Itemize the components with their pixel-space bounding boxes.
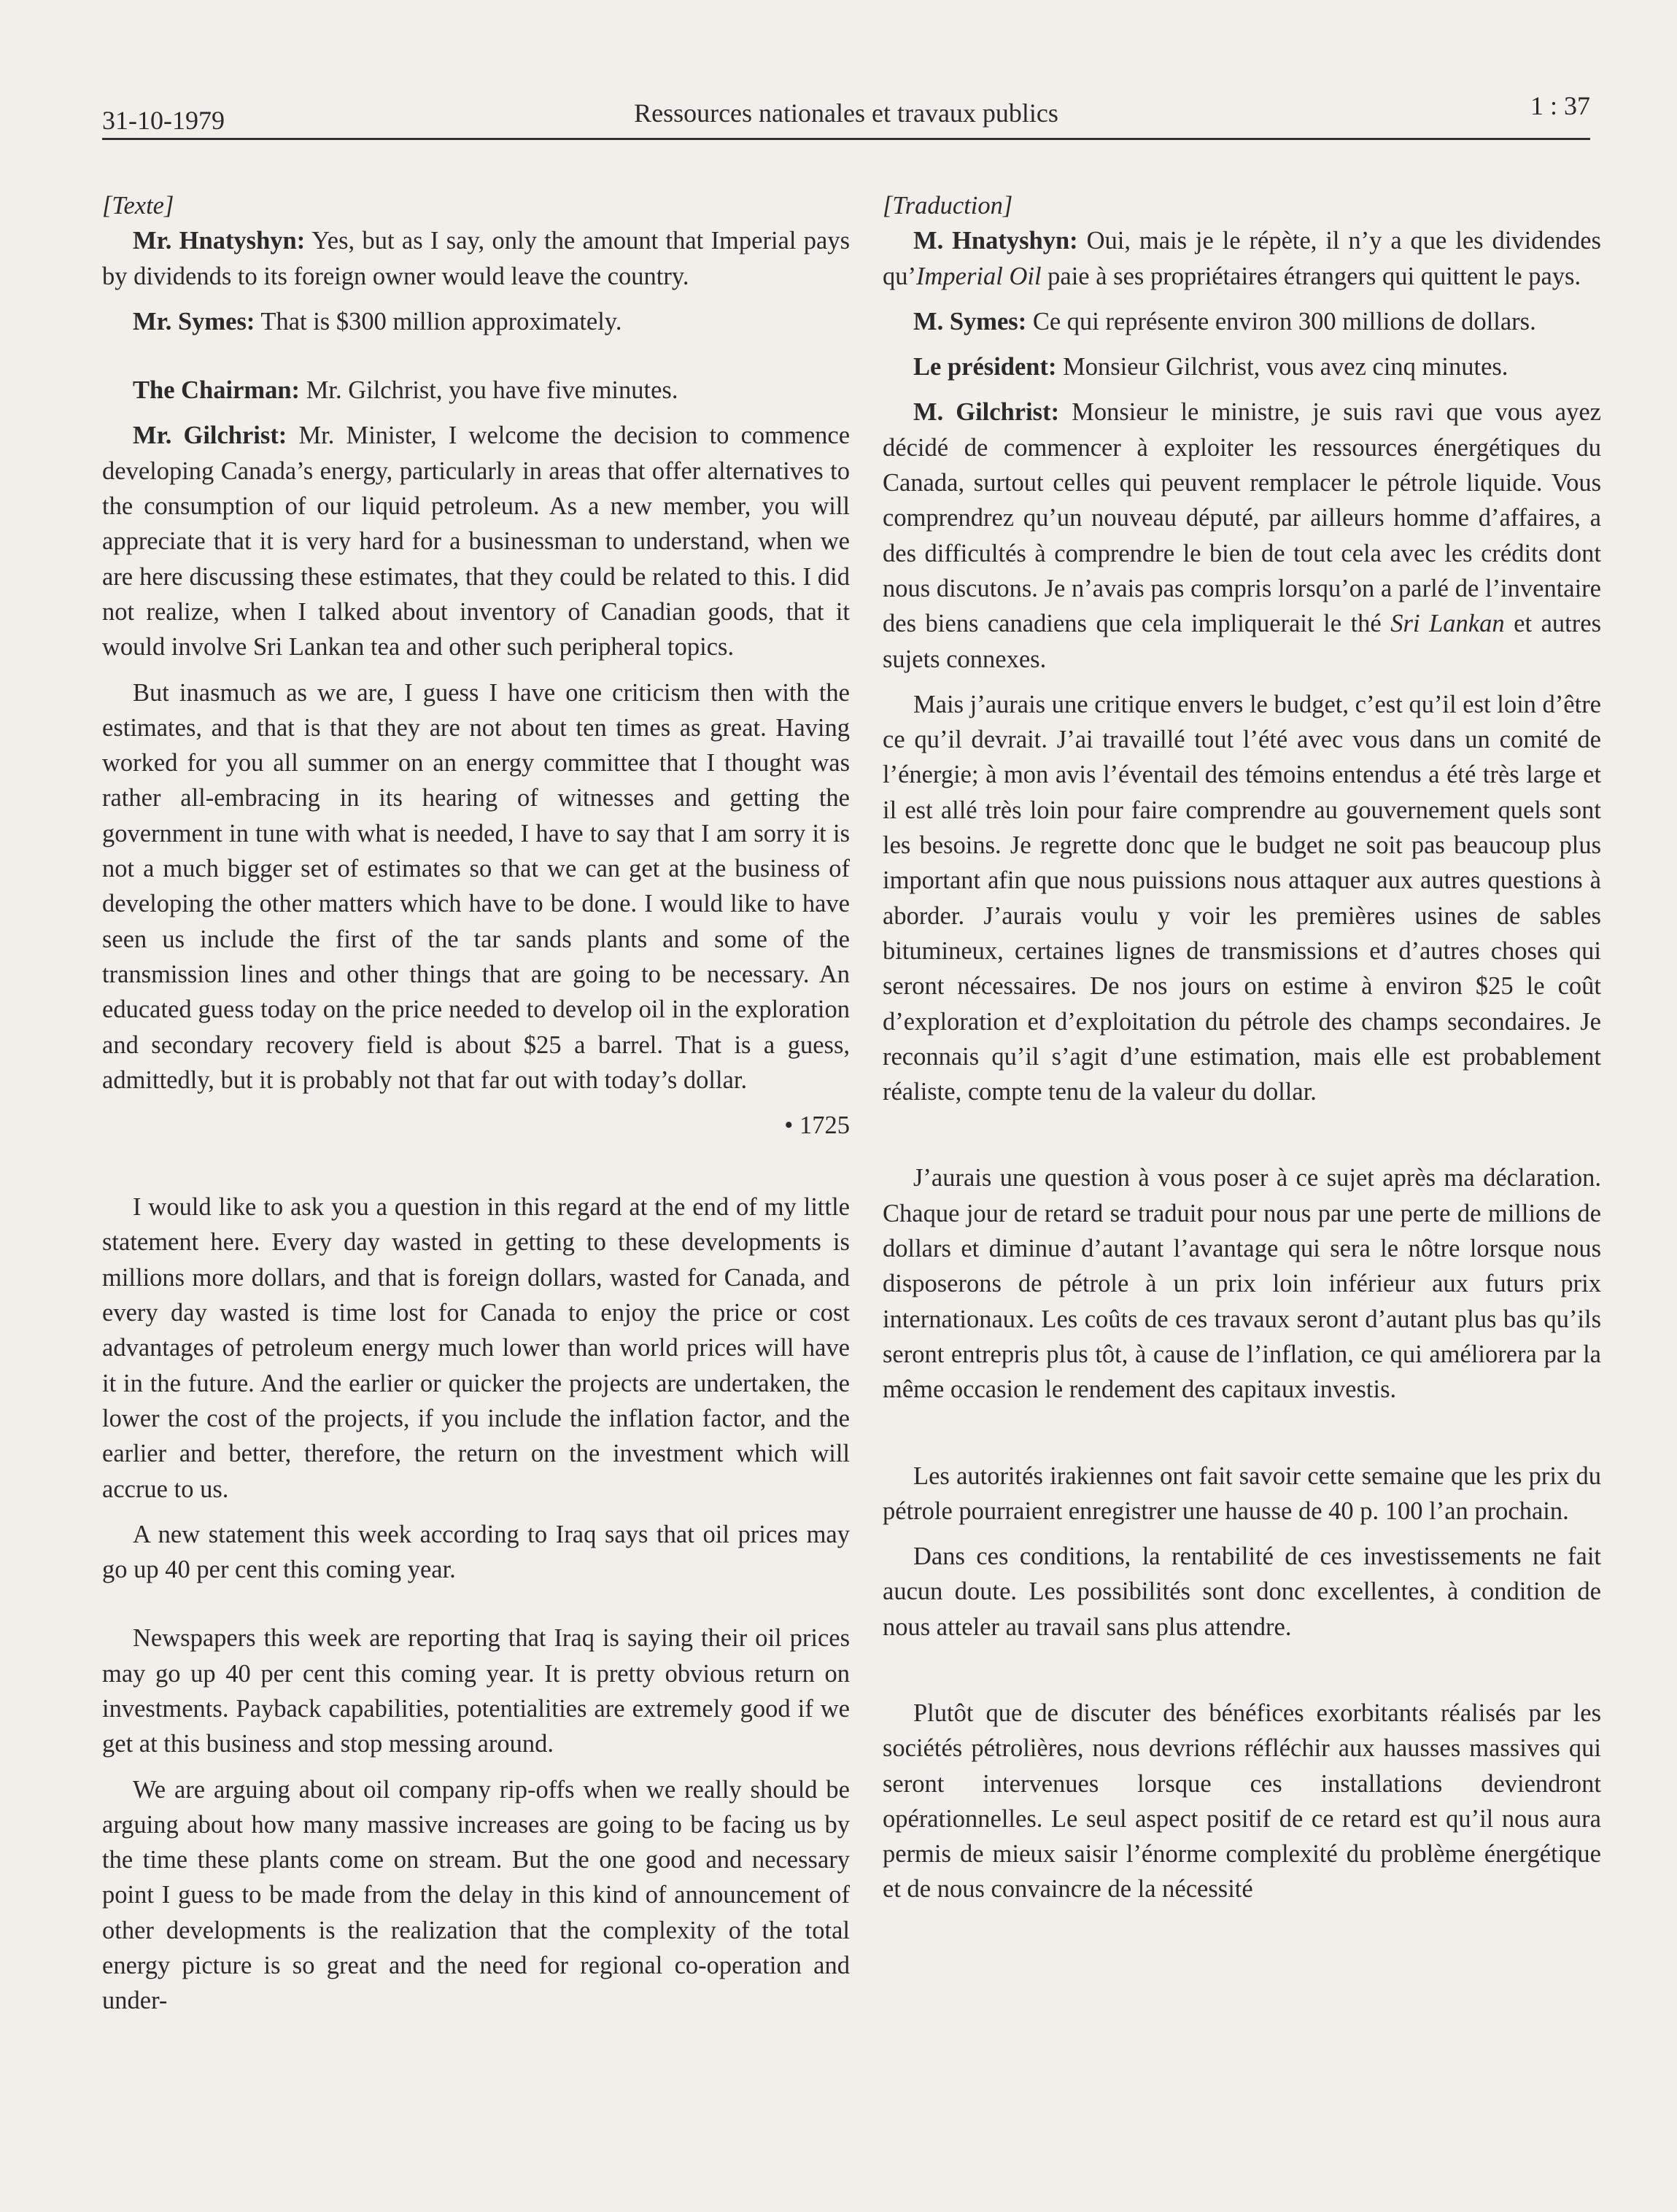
translation-label: [Traduction] <box>883 192 1013 220</box>
paragraph-critique: Mais j’aurais une critique envers le budget, c’est qu’il est loin d’être ce qu’il devrait. J’ai travaillé tout l’été avec vous dans un comité de l’énergie; à mon avis l’éventail des témoins entendus a été très large et il est allé très loin pour faire comprendre au gouvernement quels sont les besoins. Je regrette donc que le budget ne soit pas beaucoup plus important afin que nous puissions nous attaquer aux autres questions à aborder. J’aurais voulu y voir les premières usines de sables bitumineux, certaines lignes de transmissions et d’autres choses qui seront nécessaires. De nos jours on estime à environ $25 le coût d’exploration et d’exploitation du pétrole des champs secondaires. Je reconnais qu’il s’agit d’une estimation, mais elle est probablement réaliste, compte tenu de la valeur du dollar. <box>883 690 1601 1106</box>
header-rule <box>102 138 1590 140</box>
speaker-name: Mr. Gilchrist: <box>133 422 287 450</box>
paragraph-gilchrist: M. Gilchrist: Monsieur le ministre, je suis ravi que vous ayez décidé de commencer à exploiter les ressources énergétiques du Canada, surtout celles qui peuvent remplacer le pétrole liquide. Vous comprendrez qu’un nouveau député, par ailleurs homme d’affaires, a des difficultés à comprendre le bien de tout cela avec les crédits dont nous discutons. Je n’avais pas compris lorsqu’on a parlé de l’inventaire des biens canadiens que cela impliquerait le thé Sri Lankan et autres sujets connexes. <box>883 398 1601 673</box>
speaker-name: Le président: <box>913 353 1057 381</box>
paragraph-criticism: But inasmuch as we are, I guess I have one criticism then with the estimates, and that is that they are not about ten times as great. Having worked for you all summer on an energy committee that I thought was rather all-embracing in its hearing of witnesses and getting the government in tune with what is needed, I have to say that I am sorry it is not a much bigger set of estimates so that we can get at the business of developing the other matters which have to be done. I would like to have seen us include the first of the tar sands plants and some of the transmission lines and other things that are going to be necessary. An educated guess today on the price needed to develop oil in the exploration and secondary recovery field is about $25 a barrel. That is a guess, admittedly, but it is probably not that far out with today’s dollar. <box>102 678 850 1094</box>
speaker-name: Mr. Symes: <box>133 307 255 335</box>
paragraph-hnatyshyn: M. Hnatyshyn: Oui, mais je le répète, il n’y a que les dividendes qu’Imperial Oil paie à ses propriétaires étrangers qui quittent le pays. <box>883 227 1601 290</box>
paragraph-symes: M. Symes: Ce qui représente environ 300 millions de dollars. <box>913 307 1536 335</box>
header-title: Ressources nationales et travaux publics <box>634 98 1058 128</box>
paragraph-gilchrist: Mr. Gilchrist: Mr. Minister, I welcome the decision to commence developing Canada’s energy, particularly in areas that offer alternatives to the consumption of our liquid petroleum. As a new member, you will appreciate that it is very hard for a businessman to understand, when we are here discussing these estimates, that they could be related to this. I did not realize, when I talked about inventory of Canadian goods, that it would involve Sri Lankan tea and other such peripheral topics. <box>102 422 851 661</box>
header-date: 31-10-1979 <box>102 106 225 135</box>
text-label: [Texte] <box>102 192 174 220</box>
paragraph-chairman: The Chairman: Mr. Gilchrist, you have five minutes. <box>133 376 678 405</box>
paragraph-newspapers: Newspapers this week are reporting that Iraq is saying their oil prices may go up 40 per cent this coming year. It is pretty obvious return on investments. Payback capabilities, potentialities are extremely good if we get at this business and stop messing around. <box>102 1624 850 1758</box>
english-column <box>102 188 850 2029</box>
speaker-name: M. Gilchrist: <box>913 398 1060 427</box>
paragraph-president: Le président: Monsieur Gilchrist, vous avez cinq minutes. <box>913 353 1508 381</box>
paragraph-question: J’aurais une question à vous poser à ce sujet après ma déclaration. Chaque jour de retard se traduit pour nous par une perte de millions de dollars et diminue d’autant l’avantage qui sera le nôtre lorsque nous disposerons de pétrole à un prix loin inférieur aux futurs prix internationaux. Les coûts de ces travaux seront d’autant plus bas qu’ils seront entrepris plus tôt, à cause de l’inflation, ce qui améliorera par la même occasion le rendement des capitaux investis. <box>883 1164 1601 1404</box>
paragraph-iraq-statement: A new statement this week according to Iraq says that oil prices may go up 40 per cent this coming year. <box>102 1520 850 1584</box>
speaker-name: M. Hnatyshyn: <box>913 227 1078 255</box>
paragraph-conditions: Dans ces conditions, la rentabilité de ces investissements ne fait aucun doute. Les possibilités sont donc excellentes, à condition de nous atteler au travail sans plus attendre. <box>883 1542 1601 1641</box>
header-page-number: 1 : 37 <box>1530 91 1590 120</box>
paragraph-symes: Mr. Symes: That is $300 million approximately. <box>133 307 622 335</box>
speaker-name: The Chairman: <box>133 376 301 405</box>
french-column <box>883 188 1601 1917</box>
paragraph-rip-offs: We are arguing about oil company rip-offs when we really should be arguing about how many massive increases are going to be facing us by the time these plants come on stream. But the one good and necessary point I guess to be made from the delay in this kind of announcement of other developments is the realization that the complexity of the total energy picture is so great and the need for regional co-operation and under- <box>102 1775 850 2015</box>
paragraph-hnatyshyn: Mr. Hnatyshyn: Yes, but as I say, only the amount that Imperial pays by dividends to its foreign owner would leave the country. <box>102 227 851 290</box>
time-marker: • 1725 <box>784 1111 850 1140</box>
speaker-name: Mr. Hnatyshyn: <box>133 227 306 255</box>
paragraph-iraq-statement: Les autorités irakiennes ont fait savoir cette semaine que les prix du pétrole pourraient enregistrer une hausse de 40 p. 100 l’an prochain. <box>883 1462 1601 1525</box>
page-header <box>102 82 1590 140</box>
speaker-name: M. Symes: <box>913 307 1027 335</box>
paragraph-benefices: Plutôt que de discuter des bénéfices exorbitants réalisés par les sociétés pétrolières, nous devrions réfléchir aux hausses massives qui seront intervenues lorsque ces installations deviendront opérationnelles. Le seul aspect positif de ce retard est qu’il nous aura permis de mieux saisir l’énorme complexité du problème énergétique et de nous convaincre de la nécessité <box>883 1699 1601 1904</box>
paragraph-question: I would like to ask you a question in this regard at the end of my little statement here. Every day wasted in getting to these developments is millions more dollars, and that is foreign dollars, wasted for Canada, and every day wasted is time lost for Canada to enjoy the price or cost advantages of petroleum energy much lower than world prices will have it in the future. And the earlier or quicker the projects are undertaken, the lower the cost of the projects, if you include the inflation factor, and the earlier and better, therefore, the return on the investment which will accrue to us. <box>102 1193 850 1503</box>
